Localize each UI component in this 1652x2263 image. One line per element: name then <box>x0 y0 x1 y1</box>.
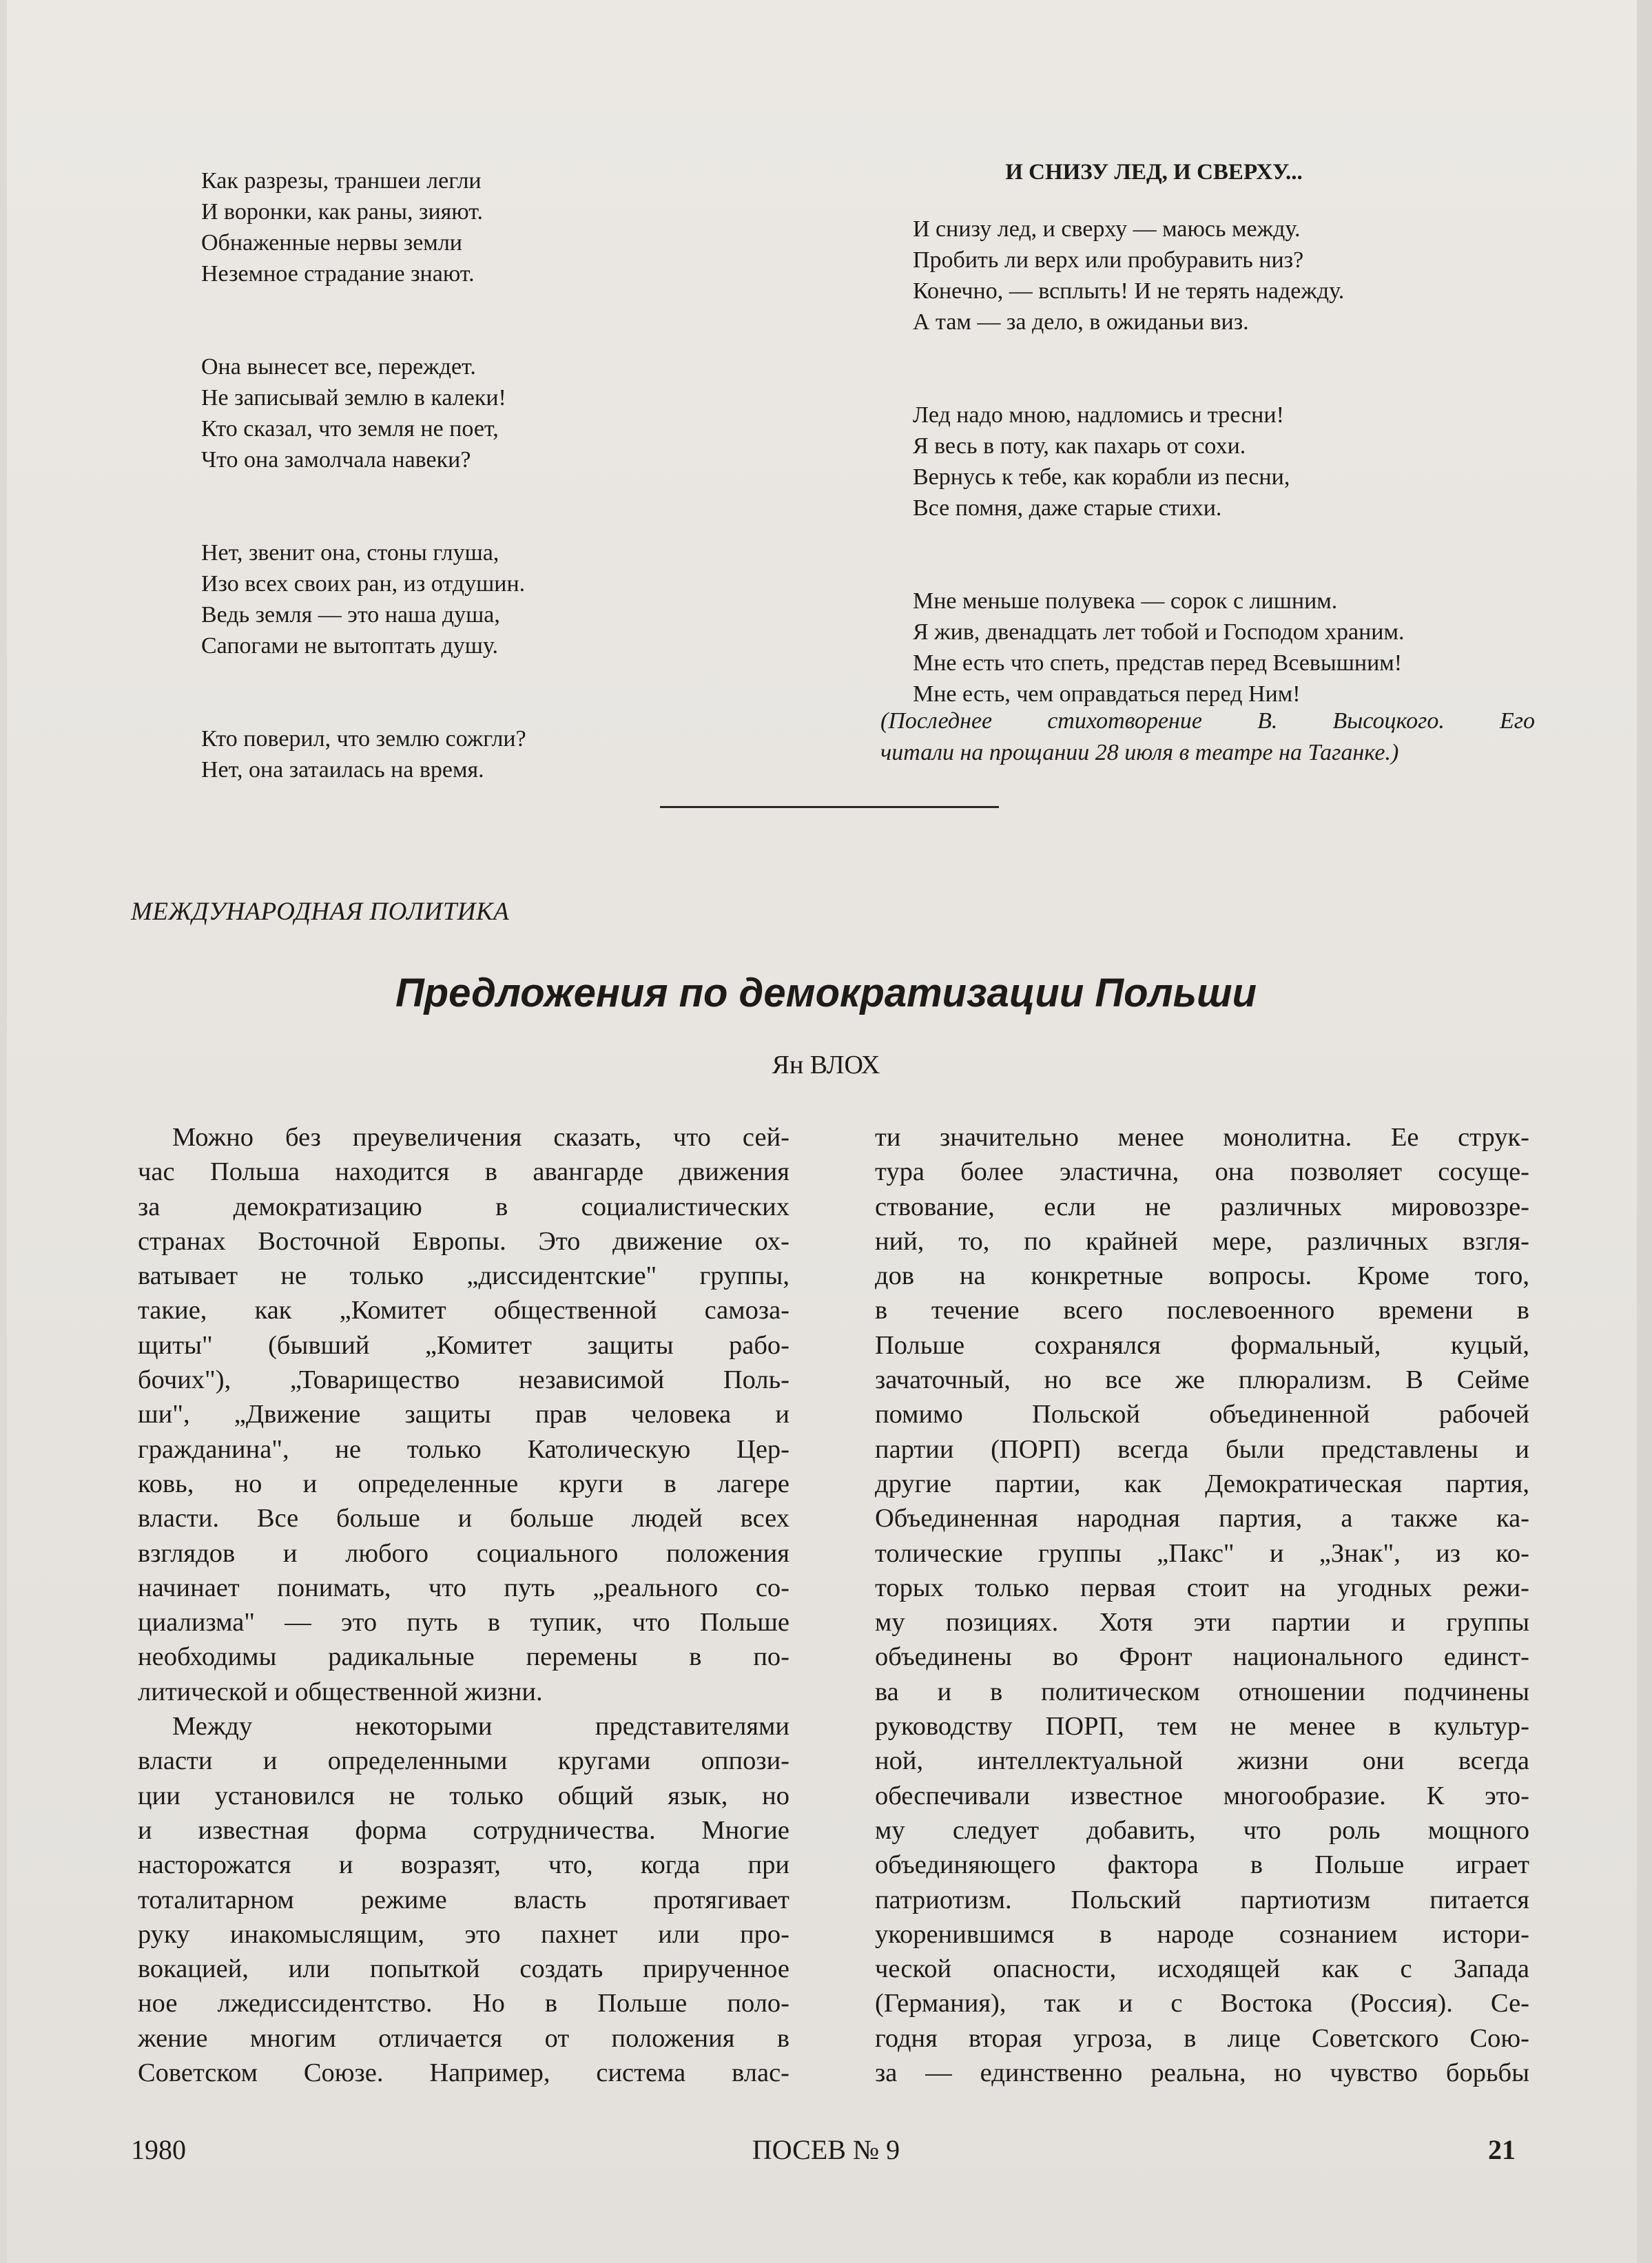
article-text-line: ковь, но и определенные круги в лагере <box>138 1469 789 1498</box>
article-text-line: вокацией, или попыткой создать прирученное <box>138 1954 789 1984</box>
article-text-line: в течение всего послевоенного времени в <box>875 1296 1529 1325</box>
article-text-line: насторожатся и возразят, что, когда при <box>138 1850 789 1880</box>
article-text-line: толические группы „Пакс" и „Знак", из ко- <box>875 1538 1529 1568</box>
poem-line: Обнаженные нервы земли <box>201 230 462 256</box>
article-author: Ян ВЛОХ <box>772 1051 880 1079</box>
article-text-line: обеспечивали известное многообразие. К это- <box>875 1781 1529 1810</box>
poem-note-line: читали на прощании 28 июля в театре на Таганке.) <box>880 740 1399 765</box>
poem-line: Ведь земля — это наша душа, <box>201 602 500 628</box>
article-text-line: ции установился не только общий язык, но <box>138 1781 789 1810</box>
article-text-line: ва и в политическом отношении подчинены <box>875 1677 1529 1706</box>
article-text-line: ний, то, по крайней мере, различных взгля- <box>875 1226 1529 1256</box>
article-text-line: литической и общественной жизни. <box>138 1677 543 1706</box>
article-text-line: Между некоторыми представителями <box>172 1712 789 1742</box>
page-edge-left <box>0 0 7 2263</box>
article-text-line: начинает понимать, что путь „реального со- <box>138 1573 789 1602</box>
poem-line: Вернусь к тебе, как корабли из песни, <box>913 464 1290 490</box>
article-text-line: объединяющего фактора в Польше играет <box>875 1850 1529 1880</box>
article-text-line: бочих"), „Товарищество независимой Поль- <box>138 1365 789 1395</box>
poem-stanza <box>201 723 697 785</box>
article-text-line: странах Восточной Европы. Это движение ох- <box>138 1226 789 1256</box>
poem-line: Как разрезы, траншеи легли <box>201 168 482 194</box>
poem-stanza <box>201 165 697 289</box>
article-text-line: руку инакомыслящим, это пахнет или про- <box>138 1919 789 1949</box>
article-text-line: Польше сохранялся формальный, куцый, <box>875 1330 1529 1360</box>
article-text-line: му позициях. Хотя эти партии и группы <box>875 1608 1529 1637</box>
section-label: МЕЖДУНАРОДНАЯ ПОЛИТИКА <box>131 898 510 926</box>
poem-left <box>201 165 697 847</box>
poem-line: Кто поверил, что землю сожгли? <box>201 726 526 752</box>
article-text-line: взглядов и любого социального положения <box>138 1538 789 1568</box>
article-text-line: годня вторая угроза, в лице Советского Сою- <box>875 2023 1529 2053</box>
poem-line: Мне есть что спеть, представ перед Всевышним! <box>913 650 1403 676</box>
poem-line: Нет, она затаилась на время. <box>201 757 484 783</box>
poem-line: Она вынесет все, переждет. <box>201 354 476 380</box>
article-text-line: щиты" (бывший „Комитет защиты рабо- <box>138 1330 789 1360</box>
poem-stanza <box>913 400 1547 524</box>
poem-stanza <box>913 586 1547 710</box>
footer-issue: ПОСЕВ № 9 <box>752 2134 900 2165</box>
poem-line: Я жив, двенадцать лет тобой и Господом храним. <box>913 619 1405 645</box>
poem-line: Мне есть, чем оправдаться перед Ним! <box>913 681 1301 707</box>
poem-stanza <box>913 214 1547 338</box>
poem-line: Пробить ли верх или пробуравить низ? <box>913 247 1304 273</box>
section-divider <box>660 806 999 808</box>
poem-line: Я весь в поту, как пахарь от сохи. <box>913 433 1246 459</box>
article-text-line: му следует добавить, что роль мощного <box>875 1815 1529 1845</box>
footer-year: 1980 <box>131 2134 186 2165</box>
article-text-line: жение многим отличается от положения в <box>138 2023 789 2053</box>
article-text-line: Можно без преувеличения сказать, что сей- <box>172 1123 789 1152</box>
article-text-line: тура более эластична, она позволяет сосуще- <box>875 1157 1529 1187</box>
poem-line: Лед надо мною, надломись и тресни! <box>913 402 1284 428</box>
article-text-line: дов на конкретные вопросы. Кроме того, <box>875 1261 1529 1291</box>
article-text-line: ти значительно менее монолитна. Ее струк- <box>875 1123 1529 1152</box>
article-text-line: циализма" — это путь в тупик, что Польше <box>138 1608 789 1637</box>
article-text-line: Советском Союзе. Например, система влас- <box>138 2058 789 2088</box>
poem-line: И воронки, как раны, зияют. <box>201 199 484 225</box>
poem-line: Не записывай землю в калеки! <box>201 385 506 411</box>
article-text-line: другие партии, как Демократическая партия, <box>875 1469 1529 1498</box>
article-column-left <box>138 1120 789 2090</box>
poem-right-title: И СНИЗУ ЛЕД, И СВЕРХУ... <box>1005 160 1303 185</box>
poem-line: Мне меньше полувека — сорок с лишним. <box>913 588 1338 614</box>
poem-line: Нет, звенит она, стоны глуша, <box>201 540 499 566</box>
poem-line: Изо всех своих ран, из отдушин. <box>201 571 526 597</box>
article-text-line: власти и определенными кругами оппози- <box>138 1746 789 1776</box>
poem-line: Кто сказал, что земля не поет, <box>201 416 499 442</box>
poem-note <box>880 705 1535 769</box>
article-text-line: гражданина", не только Католическую Цер- <box>138 1434 789 1464</box>
article-text-line: руководству ПОРП, тем не менее в культур- <box>875 1712 1529 1742</box>
poem-line: Неземное страдание знают. <box>201 261 475 287</box>
article-text-line: час Польша находится в авангарде движения <box>138 1157 789 1187</box>
article-text-line: необходимы радикальные перемены в по- <box>138 1642 789 1672</box>
article-text-line: ной, интеллектуальной жизни они всегда <box>875 1746 1529 1776</box>
article-text-line: (Германия), так и с Востока (Россия). Се- <box>875 1989 1529 2018</box>
article-text-line: власти. Все больше и больше людей всех <box>138 1504 789 1533</box>
article-text-line: укоренившимся в народе сознанием истори- <box>875 1919 1529 1949</box>
article-text-line: торых только первая стоит на угодных режи- <box>875 1573 1529 1602</box>
article-column-right <box>875 1120 1529 2090</box>
article-text-line: ватывает не только „диссидентские" группы, <box>138 1261 789 1291</box>
page-edge-right <box>1637 0 1652 2263</box>
article-text-line: ческой опасности, исходящей как с Запада <box>875 1954 1529 1984</box>
article-text-line: такие, как „Комитет общественной самоза- <box>138 1296 789 1325</box>
article-text-line: ное лжедиссидентство. Но в Польше поло- <box>138 1989 789 2018</box>
poem-stanza <box>201 351 697 475</box>
article-text-line: тоталитарном режиме власть протягивает <box>138 1885 789 1914</box>
article-text-line: патриотизм. Польский партиотизм питается <box>875 1885 1529 1914</box>
poem-line: Сапогами не вытоптать душу. <box>201 633 498 659</box>
poem-line: Конечно, — всплыть! И не терять надежду. <box>913 278 1345 304</box>
article-text-line: партии (ПОРП) всегда были представлены и <box>875 1434 1529 1464</box>
article-text-line: помимо Польской объединенной рабочей <box>875 1400 1529 1429</box>
poem-right <box>913 214 1547 772</box>
footer-page-number: 21 <box>1488 2134 1516 2165</box>
article-title: Предложения по демократизации Польши <box>395 971 1257 1015</box>
article-text-line: объединены во Фронт национального единст- <box>875 1642 1529 1672</box>
poem-line: Что она замолчала навеки? <box>201 447 471 473</box>
article-text-line: зачаточный, но все же плюрализм. В Сейме <box>875 1365 1529 1395</box>
poem-line: Все помня, даже старые стихи. <box>913 495 1222 521</box>
poem-note-line: (Последнее стихотворение В. Высоцкого. Его <box>880 708 1535 734</box>
article-text-line: ши", „Движение защиты прав человека и <box>138 1400 789 1429</box>
article-text-line: за — единственно реальна, но чувство борьбы <box>875 2058 1529 2088</box>
article-text-line: за демократизацию в социалистических <box>138 1192 789 1221</box>
article-text-line: ствование, если не различных мировоззре- <box>875 1192 1529 1221</box>
poem-line: И снизу лед, и сверху — маюсь между. <box>913 216 1301 242</box>
poem-stanza <box>201 537 697 661</box>
poem-line: А там — за дело, в ожиданьи виз. <box>913 309 1249 335</box>
article-text-line: и известная форма сотрудничества. Многие <box>138 1815 789 1845</box>
article-text-line: Объединенная народная партия, а также ка- <box>875 1504 1529 1533</box>
